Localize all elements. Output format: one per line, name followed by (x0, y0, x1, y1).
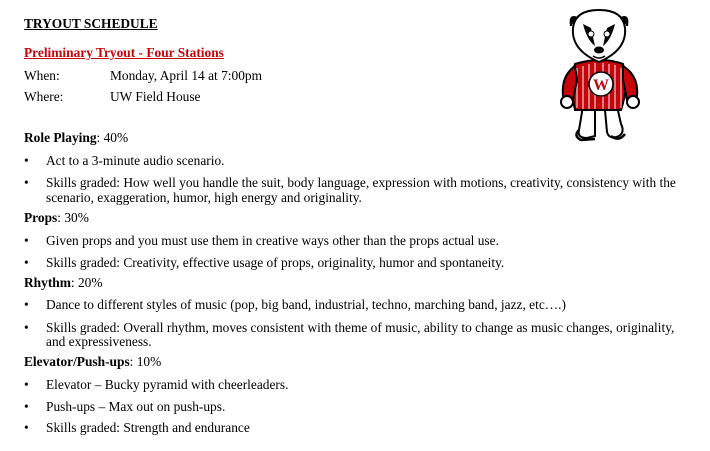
list-item-text: Elevator – Bucky pyramid with cheerleaders. (46, 377, 289, 392)
section-name: Role Playing (24, 130, 97, 145)
section-weight: : 10% (129, 354, 162, 369)
list-item-text: Dance to different styles of music (pop, big band, industrial, techno, marching band, jazz, etc….) (46, 297, 566, 312)
document-title: TRYOUT SCHEDULE (24, 16, 158, 31)
bullet-icon: • (24, 255, 29, 270)
list-item-text: Act to a 3-minute audio scenario. (46, 153, 225, 168)
list-item-text: Skills graded: Strength and endurance (46, 420, 250, 435)
bullet-icon: • (24, 399, 29, 414)
where-value: UW Field House (110, 89, 201, 104)
bullet-icon: • (24, 233, 29, 248)
when-value: Monday, April 14 at 7:00pm (110, 68, 262, 83)
list-item-text-continued: scenario, exaggeration, humor, high energy and originality. (46, 190, 362, 205)
bullet-icon: • (24, 320, 29, 335)
bullet-icon: • (24, 297, 29, 312)
section-heading-rhythm (24, 275, 103, 291)
section-name: Props (24, 210, 58, 225)
bullet-icon: • (24, 420, 29, 435)
section-heading-props (24, 210, 89, 226)
mascot-letter: W (593, 77, 609, 94)
list-item-text: Push-ups – Max out on push-ups. (46, 399, 226, 414)
list-item-text-continued: and expressiveness. (46, 334, 152, 349)
list-item-text: Skills graded: Creativity, effective usage of props, originality, humor and spontaneity. (46, 255, 505, 270)
bullet-icon: • (24, 377, 29, 392)
section-name: Rhythm (24, 275, 71, 290)
section-heading-role-playing (24, 130, 128, 146)
section-name: Elevator/Push-ups (24, 354, 130, 369)
bullet-icon: • (24, 153, 29, 168)
section-heading-elevator-pushups (24, 354, 161, 370)
document-subtitle: Preliminary Tryout - Four Stations (24, 45, 224, 60)
section-weight: : 20% (70, 275, 103, 290)
list-item-text: Given props and you must use them in creative ways other than the props actual use. (46, 233, 499, 248)
section-weight: : 30% (57, 210, 89, 225)
where-label: Where: (24, 89, 64, 104)
list-item-text: Skills graded: Overall rhythm, moves consistent with theme of music, ability to change as music changes, originality, (46, 320, 675, 335)
when-label: When: (24, 68, 60, 83)
section-weight: : 40% (96, 130, 129, 145)
list-item-text: Skills graded: How well you handle the suit, body language, expression with motions, creativity, consistency with the (46, 175, 676, 190)
badger-mascot-icon (555, 6, 645, 144)
bullet-icon: • (24, 175, 29, 190)
